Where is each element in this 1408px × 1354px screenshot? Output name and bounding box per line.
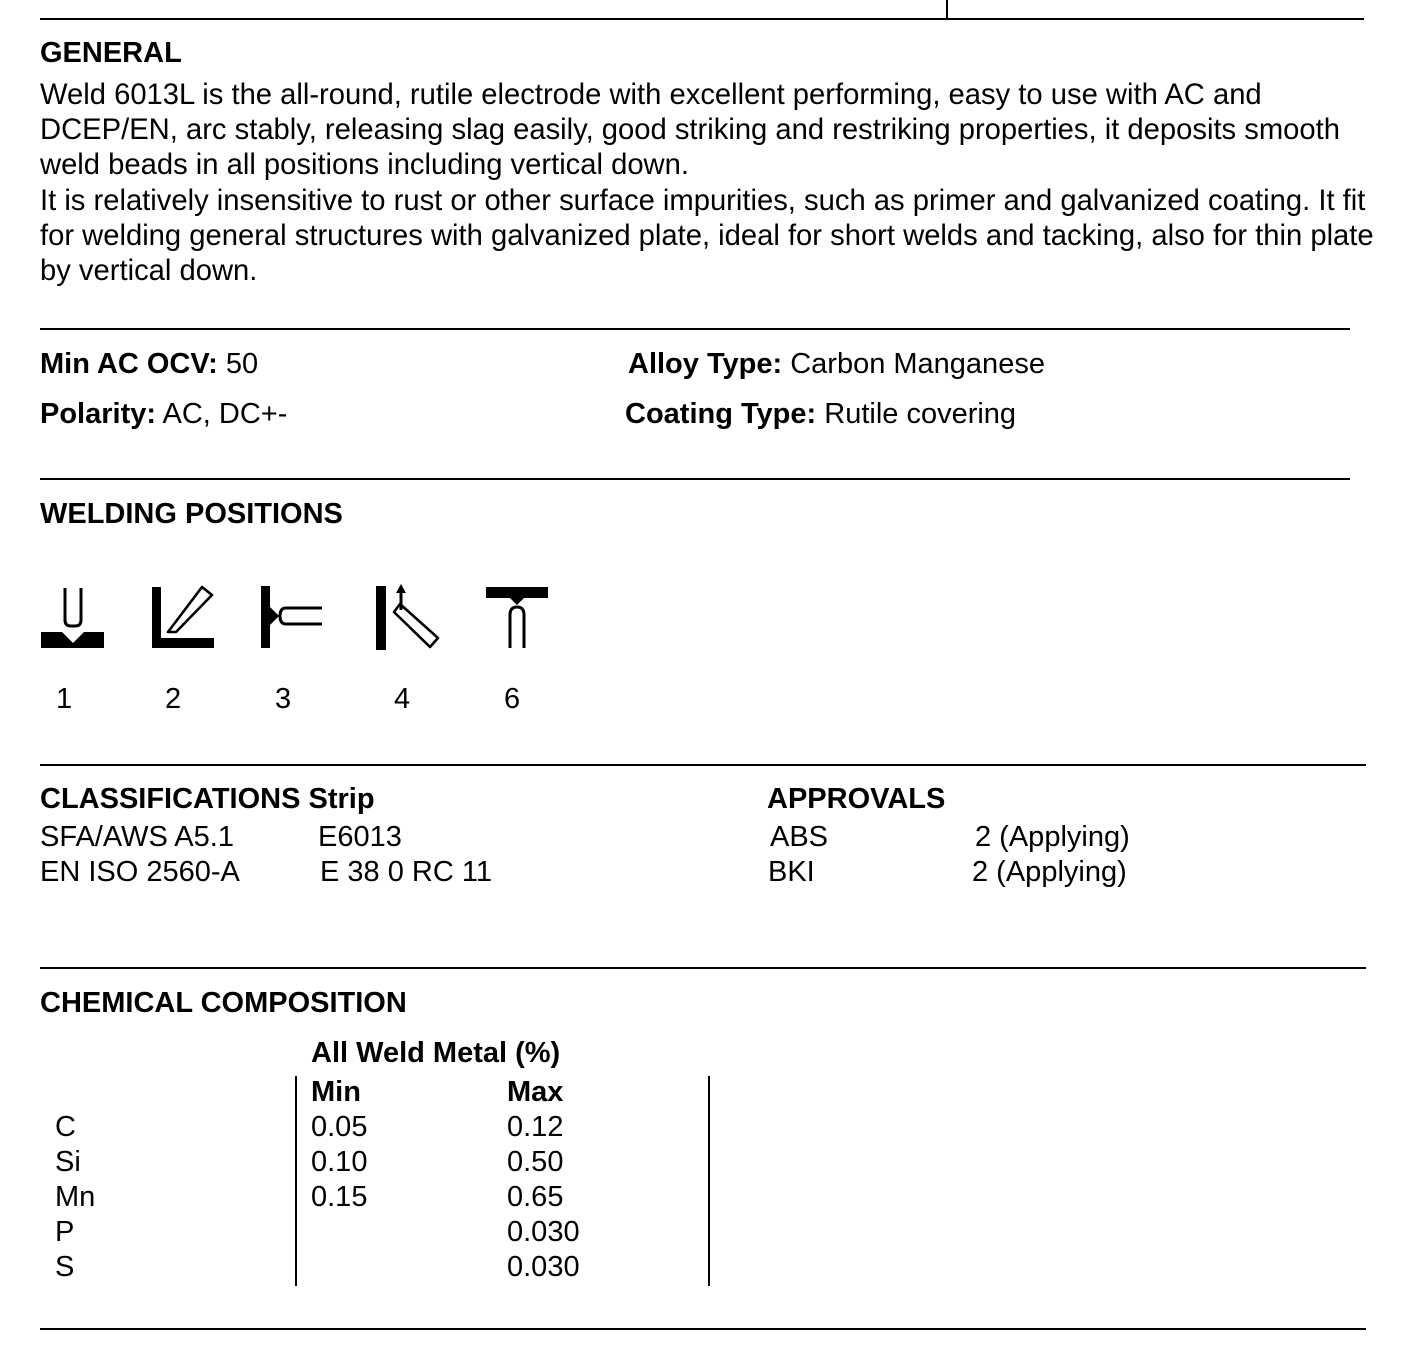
overhead-position-icon bbox=[484, 585, 550, 651]
min-header: Min bbox=[311, 1076, 361, 1108]
divider bbox=[40, 764, 1366, 766]
position-number-2: 2 bbox=[165, 683, 182, 715]
position-number-1: 1 bbox=[56, 683, 73, 715]
element-max: 0.030 bbox=[507, 1251, 580, 1283]
alloy-type bbox=[628, 348, 1045, 381]
element-name: P bbox=[55, 1216, 75, 1248]
position-number-6: 6 bbox=[504, 683, 521, 715]
position-number-3: 3 bbox=[275, 683, 292, 715]
element-name: Si bbox=[55, 1146, 81, 1178]
element-max: 0.030 bbox=[507, 1216, 580, 1248]
element-min: 0.15 bbox=[311, 1181, 368, 1213]
approval-grade: 2 (Applying) bbox=[975, 821, 1130, 853]
general-paragraph-1: Weld 6013L is the all-round, rutile electrode with excellent performing, easy to use with AC and DCEP/EN, arc stably, releasing slag easily, good striking and restriking properties, it deposits smooth weld beads in all positions including vertical down. bbox=[40, 79, 1340, 182]
approval-society: ABS bbox=[770, 821, 829, 853]
divider bbox=[40, 967, 1366, 969]
position-number-4: 4 bbox=[394, 683, 411, 715]
approval-grade: 2 (Applying) bbox=[972, 856, 1127, 888]
classifications-heading: CLASSIFICATIONS Strip bbox=[40, 783, 375, 815]
classification-standard: EN ISO 2560-A bbox=[40, 856, 240, 888]
classification-class: E 38 0 RC 11 bbox=[320, 856, 492, 888]
classification-class: E6013 bbox=[318, 821, 402, 853]
bottom-divider bbox=[40, 1328, 1366, 1330]
flat-position-icon bbox=[40, 586, 106, 650]
top-divider-tick bbox=[946, 0, 948, 19]
welding-positions-heading: WELDING POSITIONS bbox=[40, 498, 343, 530]
element-max: 0.12 bbox=[507, 1111, 564, 1143]
element-name: C bbox=[55, 1111, 76, 1143]
element-max: 0.50 bbox=[507, 1146, 564, 1178]
general-description bbox=[40, 78, 1380, 289]
top-divider bbox=[40, 18, 1364, 20]
coating-type bbox=[625, 398, 1016, 431]
all-weld-metal-header: All Weld Metal (%) bbox=[311, 1037, 561, 1069]
min-ac-ocv bbox=[40, 348, 258, 381]
divider bbox=[40, 478, 1350, 480]
alloy-type-label: Alloy Type: bbox=[628, 348, 783, 380]
approvals-heading: APPROVALS bbox=[767, 783, 946, 815]
element-min: 0.10 bbox=[311, 1146, 368, 1178]
coating-type-value: Rutile covering bbox=[824, 398, 1017, 430]
chemical-composition-heading: CHEMICAL COMPOSITION bbox=[40, 987, 407, 1019]
min-ac-ocv-label: Min AC OCV: bbox=[40, 348, 218, 380]
element-name: Mn bbox=[55, 1181, 96, 1213]
general-paragraph-2: It is relatively insensitive to rust or other surface impurities, such as primer and galvanized coating. It fit for welding general structures with galvanized plate, ideal for short welds and tacking, also for thin plate by vertical down. bbox=[40, 184, 1374, 288]
classification-standard: SFA/AWS A5.1 bbox=[40, 821, 234, 853]
alloy-type-value: Carbon Manganese bbox=[790, 348, 1045, 380]
divider bbox=[40, 328, 1350, 330]
polarity-label: Polarity: bbox=[40, 398, 157, 430]
table-left-border bbox=[295, 1076, 297, 1286]
horizontal-position-icon bbox=[258, 585, 324, 651]
horizontal-vertical-position-icon bbox=[150, 585, 216, 651]
coating-type-label: Coating Type: bbox=[625, 398, 817, 430]
approval-society: BKI bbox=[768, 856, 815, 888]
element-max: 0.65 bbox=[507, 1181, 564, 1213]
vertical-up-position-icon bbox=[372, 584, 442, 652]
element-min: 0.05 bbox=[311, 1111, 368, 1143]
general-heading: GENERAL bbox=[40, 37, 182, 69]
element-name: S bbox=[55, 1251, 75, 1283]
max-header: Max bbox=[507, 1076, 564, 1108]
table-right-border bbox=[708, 1076, 710, 1286]
polarity-value: AC, DC+- bbox=[162, 398, 288, 430]
min-ac-ocv-value: 50 bbox=[225, 348, 259, 380]
polarity bbox=[40, 398, 287, 431]
